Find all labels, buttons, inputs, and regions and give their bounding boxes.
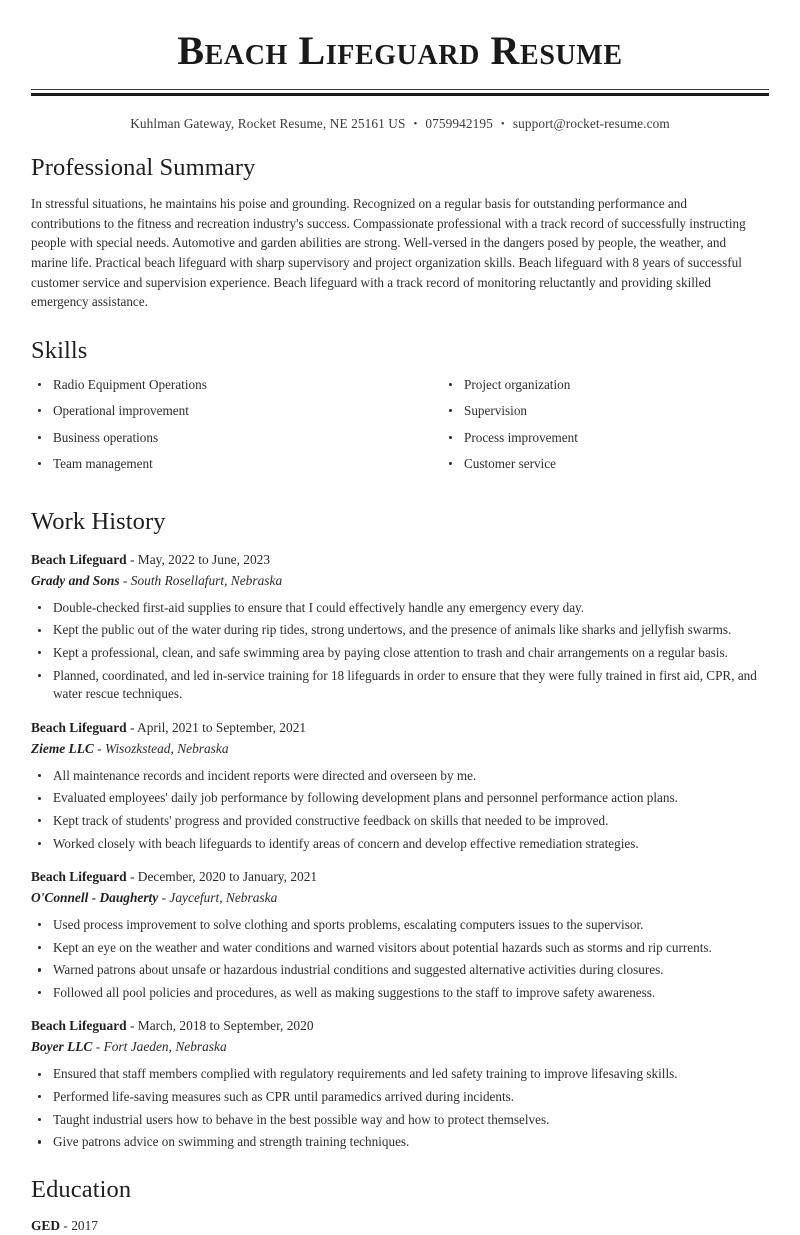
section-heading-work-history: Work History [31, 507, 166, 535]
skill-label: Customer service [464, 456, 556, 472]
list-item [31, 599, 769, 618]
job-company: O'Connell - Daugherty [31, 890, 159, 906]
education-entry [31, 1217, 769, 1235]
work-history-entry [31, 551, 769, 704]
job-separator: - [129, 719, 135, 735]
job-company-line [31, 1038, 769, 1056]
job-location: South Rosellafurt, Nebraska [130, 572, 283, 588]
job-title-line [31, 1017, 769, 1035]
skill-label: Supervision [464, 403, 528, 419]
job-company: Boyer LLC [31, 1039, 93, 1055]
skills-column-right [400, 376, 769, 482]
list-item [31, 667, 769, 704]
skill-label: Radio Equipment Operations [53, 376, 207, 392]
skills-list-right [442, 376, 769, 474]
list-item [31, 812, 769, 831]
contact-info [31, 116, 769, 132]
job-separator: - [129, 551, 135, 567]
skill-label: Operational improvement [53, 403, 189, 419]
job-dates: December, 2020 to January, 2021 [137, 869, 318, 885]
list-item [442, 376, 769, 394]
list-item [31, 402, 400, 420]
job-title: Beach Lifeguard [31, 719, 127, 735]
job-company-line [31, 740, 769, 758]
contact-phone: 0759942195 [425, 116, 493, 132]
responsibility-text: Followed all pool policies and procedures, as well as making suggestions to the staff to improve safety awareness. [53, 984, 656, 1000]
responsibility-text: Planned, coordinated, and led in-service training for 18 lifeguards in order to ensure that they were fully trained in first aid, CPR, and water rescue techniques. [53, 667, 757, 702]
job-dates: May, 2022 to June, 2023 [137, 551, 271, 567]
job-responsibilities [31, 1065, 769, 1151]
responsibility-text: Kept an eye on the weather and water conditions and warned visitors about potential hazards such as storms and rip currents. [53, 939, 712, 955]
job-dates: March, 2018 to September, 2020 [137, 1018, 314, 1034]
skills-column-left [31, 376, 400, 482]
list-item [31, 1111, 769, 1130]
section-heading-summary: Professional Summary [31, 154, 256, 182]
skill-label: Business operations [53, 429, 159, 445]
responsibility-text: Taught industrial users how to behave in the best possible way and how to protect themselves. [53, 1111, 550, 1127]
job-location: Fort Jaeden, Nebraska [103, 1039, 227, 1055]
skill-label: Team management [53, 456, 153, 472]
list-item [31, 455, 400, 473]
list-item [31, 429, 400, 447]
work-history-entry [31, 719, 769, 853]
contact-email: support@rocket-resume.com [512, 116, 670, 132]
list-item [31, 1088, 769, 1107]
education-separator: - [63, 1217, 68, 1233]
work-history-entry [31, 868, 769, 1002]
section-heading-education: Education [31, 1175, 132, 1203]
section-heading-skills: Skills [31, 336, 88, 364]
list-item [31, 376, 400, 394]
job-responsibilities [31, 916, 769, 1002]
job-separator: - [95, 1039, 101, 1055]
responsibility-text: Performed life-saving measures such as CPR until paramedics arrived during incidents. [53, 1089, 515, 1105]
job-separator: - [129, 1018, 135, 1034]
job-location: Jaycefurt, Nebraska [169, 890, 278, 906]
job-separator: - [129, 869, 135, 885]
job-responsibilities [31, 767, 769, 853]
job-location: Wisozkstead, Nebraska [105, 740, 229, 756]
list-item [31, 1065, 769, 1084]
skills-columns [31, 376, 769, 482]
list-item [442, 455, 769, 473]
job-responsibilities [31, 599, 769, 704]
skill-label: Process improvement [464, 429, 578, 445]
job-title-line [31, 719, 769, 737]
list-item [31, 939, 769, 958]
list-item [31, 1133, 769, 1152]
job-separator: - [161, 890, 167, 906]
responsibility-text: Ensured that staff members complied with regulatory requirements and led safety training to improve lifesaving skills. [53, 1066, 678, 1082]
responsibility-text: Kept the public out of the water during rip tides, strong undertows, and the presence of animals like sharks and jellyfish swarms. [53, 622, 732, 638]
job-separator: - [97, 740, 102, 756]
header-divider [31, 89, 769, 96]
list-item [31, 835, 769, 854]
list-item [31, 789, 769, 808]
job-title: Beach Lifeguard [31, 551, 127, 567]
education-year: 2017 [71, 1217, 98, 1233]
responsibility-text: Evaluated employees' daily job performance by following development plans and personnel performance action plans. [53, 790, 678, 806]
list-item [442, 429, 769, 447]
page-title: Beach Lifeguard Resume [177, 28, 623, 73]
responsibility-text: Worked closely with beach lifeguards to identify areas of concern and develop effective remediation strategies. [53, 835, 639, 851]
contact-separator-1: • [413, 118, 418, 131]
job-title: Beach Lifeguard [31, 869, 127, 885]
job-separator: - [122, 572, 128, 588]
job-company-line [31, 572, 769, 590]
list-item [31, 767, 769, 786]
professional-summary-text: In stressful situations, he maintains his poise and grounding. Recognized on a regular basis for outstanding performance and contributions to the fitness and recreation industry's success. Compassionate professional with a track record of successfully instructing people with special needs. Automotive and garden abilities are strong. Well-versed in the dangers posed by people, the weather, and marine life. Practical beach lifeguard with sharp supervisory and project organization skills. Beach lifeguard with 8 years of successful customer service and supervision experience. Beach lifeguard with a track record of monitoring reluctantly and providing skilled emergency assistance. [31, 196, 746, 310]
list-item [31, 916, 769, 935]
list-item [31, 984, 769, 1003]
skills-list-left [31, 376, 400, 474]
job-company: Zieme LLC [31, 740, 94, 756]
education-degree: GED [31, 1217, 61, 1233]
job-title-line [31, 551, 769, 569]
list-item [31, 961, 769, 980]
job-company: Grady and Sons [31, 572, 120, 588]
contact-separator-2: • [500, 118, 505, 131]
job-title-line [31, 868, 769, 886]
skill-label: Project organization [464, 376, 571, 392]
list-item [31, 621, 769, 640]
responsibility-text: Double-checked first-aid supplies to ensure that I could effectively handle any emergency every day. [53, 599, 585, 615]
list-item [442, 402, 769, 420]
job-company-line [31, 889, 769, 907]
divider-line-thick [31, 93, 769, 96]
responsibility-text: All maintenance records and incident reports were directed and overseen by me. [53, 767, 477, 783]
job-dates: April, 2021 to September, 2021 [137, 719, 307, 735]
work-history-entry [31, 1017, 769, 1151]
job-title: Beach Lifeguard [31, 1018, 127, 1034]
responsibility-text: Kept a professional, clean, and safe swimming area by paying close attention to trash and chair arrangements on a regular basis. [53, 644, 728, 660]
responsibility-text: Warned patrons about unsafe or hazardous industrial conditions and suggested alternative activities during closures. [53, 962, 664, 978]
responsibility-text: Give patrons advice on swimming and strength training techniques. [53, 1134, 410, 1150]
contact-address: Kuhlman Gateway, Rocket Resume, NE 25161 US [130, 116, 406, 132]
list-item [31, 644, 769, 663]
responsibility-text: Kept track of students' progress and provided constructive feedback on skills that needed to be improved. [53, 812, 609, 828]
responsibility-text: Used process improvement to solve clothing and sports problems, escalating computers issues to the supervisor. [53, 917, 644, 933]
